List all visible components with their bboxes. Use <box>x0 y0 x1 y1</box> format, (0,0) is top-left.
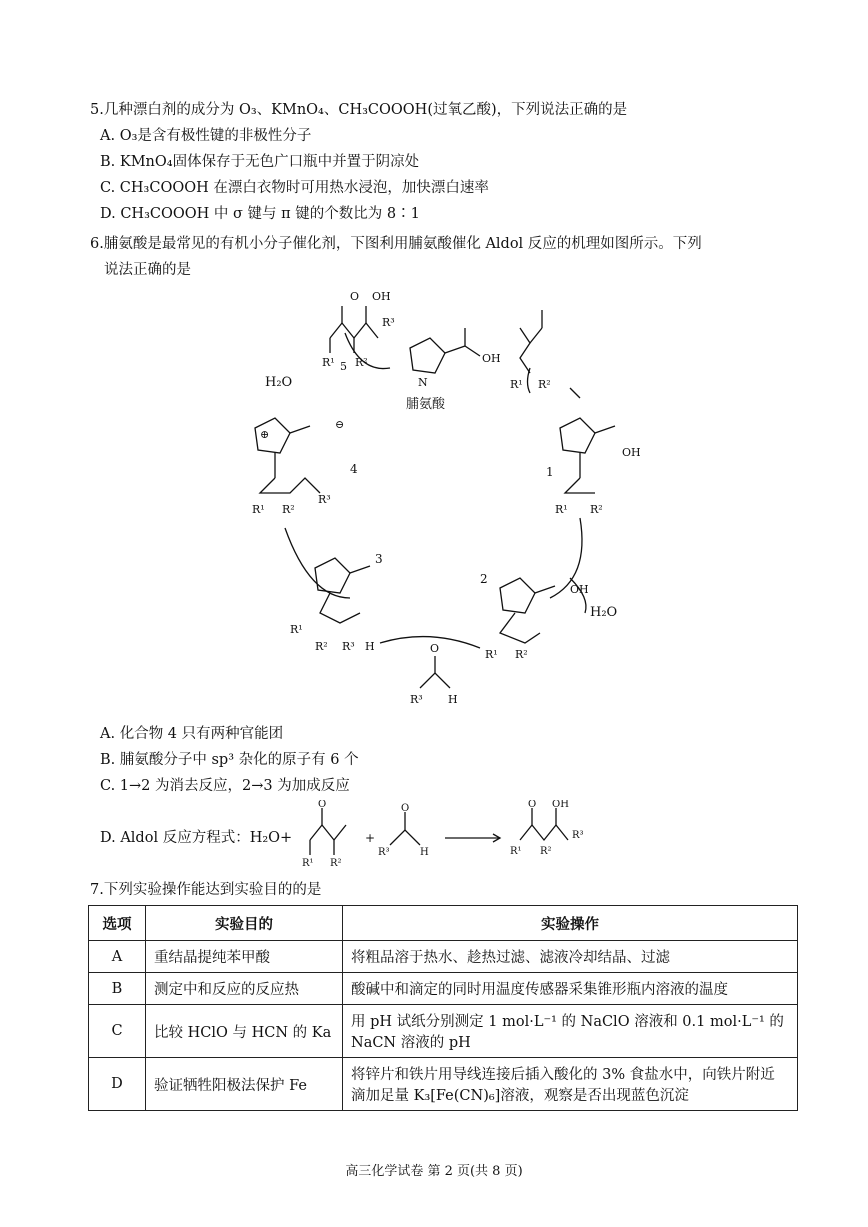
experiment-table <box>88 905 798 1111</box>
mechanism-diagram <box>230 278 670 718</box>
rxn-o-1: O <box>318 800 327 810</box>
row-operation: 将粗品溶于热水、趁热过滤、滤液冷却结晶、过滤 <box>343 941 798 973</box>
row-aim: 验证牺牲阳极法保护 Fe <box>146 1058 343 1111</box>
q5-option-a: A. O₃是含有极性键的非极性分子 <box>100 128 312 144</box>
label-minus: ⊖ <box>335 418 345 431</box>
header-operation: 实验操作 <box>343 906 798 941</box>
label-r1-d: R¹ <box>555 503 568 516</box>
row-operation: 酸碱中和滴定的同时用温度传感器采集锥形瓶内溶液的温度 <box>343 973 798 1005</box>
aldol-equation <box>300 800 630 870</box>
table-row <box>89 973 798 1005</box>
rxn-r1-3: R¹ <box>510 846 522 857</box>
label-r2-c: R² <box>282 503 295 516</box>
label-five: 5 <box>340 360 347 373</box>
label-n-proline: N <box>418 376 428 389</box>
proline-label: 脯氨酸 <box>406 397 446 412</box>
page-footer: 高三化学试卷 第 2 页(共 8 页) <box>345 1164 523 1179</box>
q6-stem-line2: 说法正确的是 <box>104 262 191 278</box>
label-r2-a: R² <box>355 356 368 369</box>
table-row <box>89 1058 798 1111</box>
row-aim: 比较 HClO 与 HCN 的 Ka <box>146 1005 343 1058</box>
rxn-o-3: O <box>528 800 537 810</box>
label-plus: ⊕ <box>260 428 270 441</box>
label-r1-f: R¹ <box>485 648 498 661</box>
row-aim: 测定中和反应的反应热 <box>146 973 343 1005</box>
label-r1-e: R¹ <box>290 623 303 636</box>
label-proline-oh: OH <box>482 352 501 365</box>
label-oh-2: OH <box>570 583 589 596</box>
label-r3-a: R³ <box>382 316 395 329</box>
rxn-plus: + <box>365 831 376 845</box>
label-r2-d: R² <box>590 503 603 516</box>
num-1: 1 <box>546 465 554 479</box>
q5-option-c: C. CH₃COOOH 在漂白衣物时可用热水浸泡，加快漂白速率 <box>100 180 489 196</box>
label-h-g: H <box>448 693 458 706</box>
label-oh-1: OH <box>622 446 641 459</box>
row-option: A <box>89 941 146 973</box>
rxn-oh-3: OH <box>552 800 569 810</box>
q6-option-c: C. 1→2 为消去反应，2→3 为加成反应 <box>100 778 350 794</box>
header-aim: 实验目的 <box>146 906 343 941</box>
q6-option-a: A. 化合物 4 只有两种官能团 <box>100 726 284 742</box>
label-o-g: O <box>430 642 440 655</box>
q5-stem: 5.几种漂白剂的成分为 O₃、KMnO₄、CH₃COOOH(过氧乙酸)，下列说法正确的是 <box>90 102 628 118</box>
table-row <box>89 941 798 973</box>
row-option: B <box>89 973 146 1005</box>
q7-stem: 7.下列实验操作能达到实验目的的是 <box>90 882 322 898</box>
label-r2-b: R² <box>538 378 551 391</box>
row-operation: 将锌片和铁片用导线连接后插入酸化的 3% 食盐水中，向铁片附近滴加足量 K₃[Fe(CN)₆]溶液，观察是否出现蓝色沉淀 <box>343 1058 798 1111</box>
label-r1-b: R¹ <box>510 378 523 391</box>
label-h-e: H <box>365 640 375 653</box>
rxn-r2-1: R² <box>330 858 342 869</box>
q6-option-d-prefix: D. Aldol 反应方程式：H₂O+ <box>100 830 293 846</box>
rxn-o-2: O <box>401 803 410 814</box>
label-oh: OH <box>372 290 391 303</box>
rxn-r2-3: R² <box>540 846 552 857</box>
label-o: O <box>350 290 360 303</box>
label-r3-e: R³ <box>342 640 355 653</box>
row-option: D <box>89 1058 146 1111</box>
q6-stem-line1: 6.脯氨酸是最常见的有机小分子催化剂，下图利用脯氨酸催化 Aldol 反应的机理如图所示。下列 <box>90 236 702 252</box>
label-r2-f: R² <box>515 648 528 661</box>
num-2: 2 <box>480 572 488 586</box>
table-row <box>89 1005 798 1058</box>
q5-option-d: D. CH₃COOOH 中 σ 键与 π 键的个数比为 8∶1 <box>100 206 420 222</box>
label-r2-e: R² <box>315 640 328 653</box>
label-r1-a: R¹ <box>322 356 335 369</box>
rxn-r3-2: R³ <box>378 847 390 858</box>
table-header-row <box>89 906 798 941</box>
label-r1-c: R¹ <box>252 503 265 516</box>
label-r3-c: R³ <box>318 493 331 506</box>
rxn-h-2: H <box>420 847 429 858</box>
label-r3-g: R³ <box>410 693 423 706</box>
header-option: 选项 <box>89 906 146 941</box>
q6-option-b: B. 脯氨酸分子中 sp³ 杂化的原子有 6 个 <box>100 752 359 768</box>
num-3: 3 <box>375 552 383 566</box>
row-operation: 用 pH 试纸分别测定 1 mol·L⁻¹ 的 NaClO 溶液和 0.1 mol·L⁻¹ 的 NaCN 溶液的 pH <box>343 1005 798 1058</box>
row-aim: 重结晶提纯苯甲酸 <box>146 941 343 973</box>
water-left: H₂O <box>265 375 293 390</box>
q5-option-b: B. KMnO₄固体保存于无色广口瓶中并置于阴凉处 <box>100 154 420 170</box>
rxn-r1-1: R¹ <box>302 858 314 869</box>
water-right: H₂O <box>590 605 618 620</box>
num-4: 4 <box>350 462 358 476</box>
row-option: C <box>89 1005 146 1058</box>
rxn-r3-3: R³ <box>572 830 584 841</box>
